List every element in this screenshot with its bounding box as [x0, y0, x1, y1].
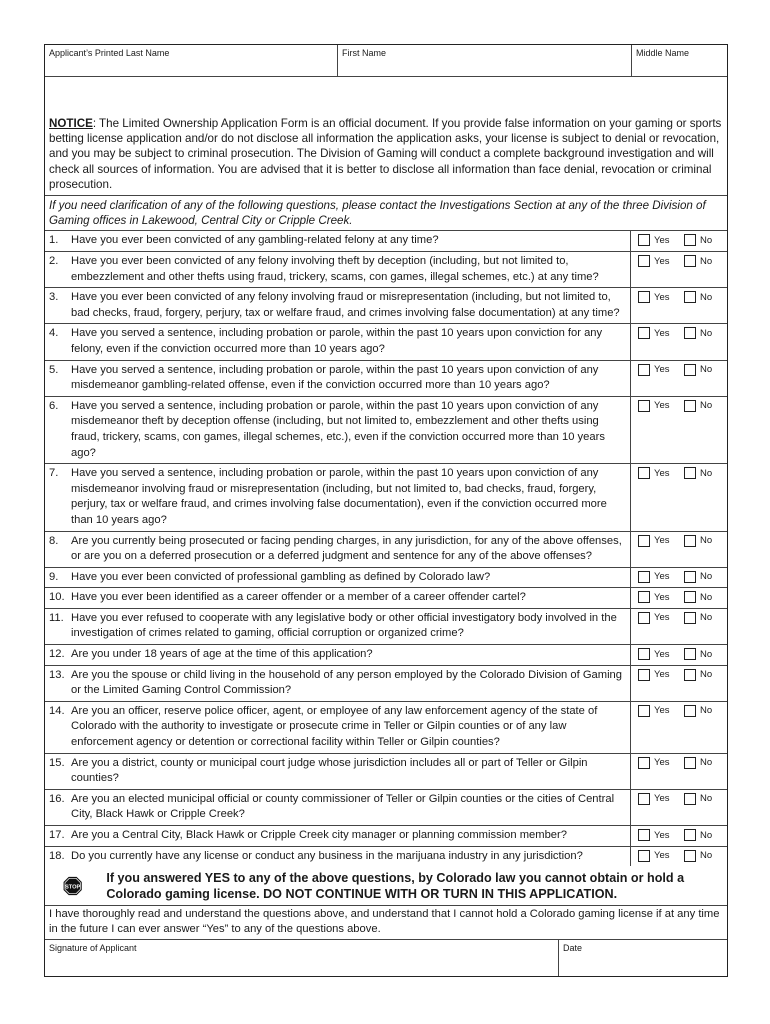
last-name-label: Applicant’s Printed Last Name — [49, 48, 170, 58]
no-label: No — [700, 591, 713, 603]
no-option[interactable] — [684, 850, 712, 862]
yes-option[interactable] — [638, 291, 684, 303]
yes-checkbox[interactable] — [638, 467, 650, 479]
no-checkbox[interactable] — [684, 364, 696, 376]
yes-checkbox[interactable] — [638, 705, 650, 717]
yes-checkbox[interactable] — [638, 850, 650, 862]
no-checkbox[interactable] — [684, 234, 696, 246]
question-text: Have you served a sentence, including probation or parole, within the past 10 years upon conviction of any misdemeanor involving fraud or misrepresentation (including, but not limited to, bad checks, fraud, forgery, perjury, tax or welfare fraud, and crimes involving false documentation), even if the conviction occurred more than 10 years ago? — [71, 467, 607, 526]
question-number: 18. — [49, 849, 65, 862]
no-label: No — [700, 829, 713, 841]
yes-label: Yes — [654, 793, 670, 805]
no-label: No — [700, 291, 713, 303]
stop-sign-label: STOP — [64, 883, 81, 890]
question-text: Are you currently being prosecuted or facing pending charges, in any jurisdiction, for any of the above offenses, or are you on a deferred prosecution or a deferred judgment and sentence for any of the above offenses? — [71, 534, 622, 563]
no-checkbox[interactable] — [684, 648, 696, 660]
yes-checkbox[interactable] — [638, 612, 650, 624]
answer-cell — [631, 532, 727, 567]
question-row — [45, 464, 727, 531]
question-number: 15. — [49, 756, 65, 769]
question-text: Have you ever refused to cooperate with any legislative body or other official investigatory body involved in the investigation of crimes related to gaming, official corruption or organized crime? — [71, 611, 617, 640]
question-row — [45, 588, 727, 609]
no-label: No — [700, 648, 713, 660]
question-text: Are you an officer, reserve police officer, agent, or employee of any law enforcement agency of the state of Colorado with the authority to investigate or prosecute crime in Teller or Gilpin counties or of any law enforcement agency or detention or correctional facility within Teller or Gilpin counties? — [71, 704, 598, 749]
answer-cell — [631, 702, 727, 753]
yes-checkbox[interactable] — [638, 535, 650, 547]
question-row — [45, 361, 727, 397]
question-text-cell — [45, 324, 631, 359]
question-number: 2. — [49, 255, 59, 268]
answer-cell — [631, 847, 727, 867]
yes-option[interactable] — [638, 535, 684, 547]
no-label: No — [700, 571, 713, 583]
question-row — [45, 609, 727, 645]
answer-cell — [631, 464, 727, 530]
yes-checkbox[interactable] — [638, 591, 650, 603]
yes-checkbox[interactable] — [638, 757, 650, 769]
question-row — [45, 568, 727, 589]
question-number: 10. — [49, 591, 65, 604]
application-form — [44, 44, 728, 977]
question-number: 3. — [49, 291, 59, 304]
first-name-field[interactable] — [338, 45, 632, 76]
answer-cell — [631, 568, 727, 588]
question-number: 6. — [49, 399, 59, 412]
question-text-cell — [45, 645, 631, 665]
no-checkbox[interactable] — [684, 291, 696, 303]
stop-message: If you answered YES to any of the above questions, by Colorado law you cannot obtain or hold a Colorado gaming license. DO NOT CONTINUE WITH OR TURN IN THIS APPLICATION. — [106, 870, 685, 901]
no-checkbox[interactable] — [684, 612, 696, 624]
no-option[interactable] — [684, 327, 712, 339]
no-label: No — [700, 535, 713, 547]
question-text-cell — [45, 702, 631, 753]
question-number: 13. — [49, 668, 65, 681]
no-label: No — [700, 467, 713, 479]
question-text-cell — [45, 532, 631, 567]
yes-option[interactable] — [638, 612, 684, 624]
yes-checkbox[interactable] — [638, 829, 650, 841]
signature-row — [45, 940, 727, 976]
no-checkbox[interactable] — [684, 327, 696, 339]
no-label: No — [700, 850, 713, 862]
middle-name-label: Middle Name — [636, 48, 690, 58]
no-label: No — [700, 793, 713, 805]
signature-field[interactable] — [45, 940, 559, 976]
question-text-cell — [45, 397, 631, 463]
no-option[interactable] — [684, 291, 712, 303]
yes-label: Yes — [654, 648, 670, 660]
question-number: 14. — [49, 704, 65, 717]
question-number: 5. — [49, 363, 59, 376]
no-label: No — [700, 705, 713, 717]
answer-cell — [631, 790, 727, 825]
yes-label: Yes — [654, 327, 670, 339]
question-text-cell — [45, 231, 631, 251]
answer-cell — [631, 324, 727, 359]
question-row — [45, 702, 727, 754]
question-text-cell — [45, 288, 631, 323]
no-option[interactable] — [684, 255, 712, 267]
no-option[interactable] — [684, 669, 712, 681]
no-label: No — [700, 255, 713, 267]
question-number: 4. — [49, 327, 59, 340]
yes-option[interactable] — [638, 648, 684, 660]
question-number: 9. — [49, 570, 59, 583]
yes-label: Yes — [654, 757, 670, 769]
no-label: No — [700, 757, 713, 769]
no-checkbox[interactable] — [684, 591, 696, 603]
stop-warning — [45, 866, 727, 906]
yes-label: Yes — [654, 612, 670, 624]
yes-label: Yes — [654, 364, 670, 376]
question-number: 16. — [49, 792, 65, 805]
answer-cell — [631, 588, 727, 608]
question-number: 7. — [49, 467, 59, 480]
yes-option[interactable] — [638, 757, 684, 769]
question-row — [45, 397, 727, 464]
question-text: Are you a Central City, Black Hawk or Cripple Creek city manager or planning commission member? — [71, 829, 567, 842]
question-text: Are you under 18 years of age at the time of this application? — [71, 648, 373, 661]
no-checkbox[interactable] — [684, 669, 696, 681]
yes-option[interactable] — [638, 591, 684, 603]
question-text: Have you served a sentence, including probation or parole, within the past 10 years upon conviction of any misdemeanor gambling-related offense, even if the conviction occurred more than 10 years ago? — [71, 363, 599, 392]
no-checkbox[interactable] — [684, 571, 696, 583]
no-label: No — [700, 327, 713, 339]
yes-label: Yes — [654, 291, 670, 303]
question-text-cell — [45, 666, 631, 701]
yes-option[interactable] — [638, 364, 684, 376]
middle-name-field[interactable] — [632, 45, 727, 76]
yes-option[interactable] — [638, 255, 684, 267]
no-checkbox[interactable] — [684, 850, 696, 862]
yes-option[interactable] — [638, 829, 684, 841]
no-option[interactable] — [684, 705, 712, 717]
no-checkbox[interactable] — [684, 400, 696, 412]
yes-option[interactable] — [638, 234, 684, 246]
no-checkbox[interactable] — [684, 467, 696, 479]
yes-label: Yes — [654, 535, 670, 547]
no-label: No — [700, 400, 713, 412]
yes-label: Yes — [654, 705, 670, 717]
no-checkbox[interactable] — [684, 829, 696, 841]
yes-checkbox[interactable] — [638, 327, 650, 339]
yes-checkbox[interactable] — [638, 669, 650, 681]
answer-cell — [631, 754, 727, 789]
no-option[interactable] — [684, 467, 712, 479]
question-text: Have you ever been convicted of professional gambling as defined by Colorado law? — [71, 570, 491, 583]
no-option[interactable] — [684, 648, 712, 660]
last-name-field[interactable] — [45, 45, 338, 76]
yes-option[interactable] — [638, 793, 684, 805]
no-option[interactable] — [684, 364, 712, 376]
question-row — [45, 231, 727, 252]
question-number: 17. — [49, 829, 65, 842]
question-row — [45, 645, 727, 666]
yes-checkbox[interactable] — [638, 571, 650, 583]
questions-list — [45, 231, 727, 866]
yes-checkbox[interactable] — [638, 291, 650, 303]
acknowledgment-text: I have thoroughly read and understand the questions above, and understand that I cannot hold a Colorado gaming license if at any time in the future I can ever answer “Yes” to any of the questions above. — [45, 906, 727, 940]
name-row — [45, 45, 727, 77]
question-text-cell — [45, 754, 631, 789]
answer-cell — [631, 609, 727, 644]
question-text-cell — [45, 464, 631, 530]
no-label: No — [700, 612, 713, 624]
yes-label: Yes — [654, 467, 670, 479]
no-checkbox[interactable] — [684, 705, 696, 717]
question-number: 11. — [49, 611, 64, 624]
no-option[interactable] — [684, 234, 712, 246]
stop-sign-icon — [63, 869, 82, 903]
date-field[interactable] — [559, 940, 727, 976]
question-number: 8. — [49, 534, 59, 547]
yes-checkbox[interactable] — [638, 234, 650, 246]
notice-label: NOTICE — [49, 117, 93, 130]
yes-label: Yes — [654, 850, 670, 862]
no-checkbox[interactable] — [684, 535, 696, 547]
yes-option[interactable] — [638, 467, 684, 479]
question-text-cell — [45, 588, 631, 608]
yes-label: Yes — [654, 571, 670, 583]
clarification-text: If you need clarification of any of the following questions, please contact the Investigations Section at any of the three Division of Gaming offices in Lakewood, Central City or Cripple Creek. — [45, 196, 727, 231]
question-text-cell — [45, 790, 631, 825]
question-number: 12. — [49, 648, 65, 661]
question-text: Are you the spouse or child living in the household of any person employed by the Colorado Division of Gaming or the Limited Gaming Control Commission? — [71, 668, 622, 697]
question-text-cell — [45, 847, 631, 867]
question-text: Are you an elected municipal official or county commissioner of Teller or Gilpin counties or the cities of Central City, Black Hawk or Cripple Creek? — [71, 792, 615, 821]
date-label: Date — [563, 943, 583, 954]
no-option[interactable] — [684, 591, 712, 603]
no-checkbox[interactable] — [684, 255, 696, 267]
no-label: No — [700, 669, 713, 681]
first-name-label: First Name — [342, 48, 387, 58]
question-row — [45, 847, 727, 867]
yes-checkbox[interactable] — [638, 255, 650, 267]
no-label: No — [700, 234, 713, 246]
question-text: Have you ever been convicted of any felony involving fraud or misrepresentation (including, but not limited to, bad checks, fraud, forgery, perjury, tax or welfare fraud, and crimes involving false documentation) at any time? — [71, 291, 620, 319]
yes-option[interactable] — [638, 850, 684, 862]
answer-cell — [631, 645, 727, 665]
notice-paragraph — [45, 77, 727, 196]
yes-label: Yes — [654, 829, 670, 841]
question-text-cell — [45, 361, 631, 396]
yes-checkbox[interactable] — [638, 364, 650, 376]
yes-option[interactable] — [638, 571, 684, 583]
question-text: Have you ever been identified as a career offender or a member of a career offender cartel? — [71, 591, 526, 604]
yes-option[interactable] — [638, 327, 684, 339]
answer-cell — [631, 666, 727, 701]
question-row — [45, 324, 727, 360]
answer-cell — [631, 252, 727, 287]
question-text: Have you served a sentence, including probation or parole, within the past 10 years upon conviction of any misdemeanor theft by deception offense (including, but not limited to, embezzlement and other thefts using fraud, trickery, scams, con games, illegal schemes, etc.), even if the conviction occurred more than 10 years ago? — [71, 399, 605, 459]
question-text-cell — [45, 609, 631, 644]
yes-checkbox[interactable] — [638, 400, 650, 412]
yes-label: Yes — [654, 669, 670, 681]
question-text: Have you ever been convicted of any felony involving theft by deception (including, but not limited to, embezzlement and other thefts using fraud, trickery, scams, con games, illegal schemes, etc.) at any time? — [71, 255, 599, 283]
answer-cell — [631, 361, 727, 396]
question-text-cell — [45, 568, 631, 588]
signature-label: Signature of Applicant — [49, 943, 137, 954]
yes-label: Yes — [654, 234, 670, 246]
yes-checkbox[interactable] — [638, 648, 650, 660]
yes-option[interactable] — [638, 705, 684, 717]
yes-option[interactable] — [638, 400, 684, 412]
question-text-cell — [45, 826, 631, 846]
question-text: Have you served a sentence, including probation or parole, within the past 10 years upon conviction for any felony, even if the conviction occurred more than 10 years ago? — [71, 327, 603, 355]
answer-cell — [631, 826, 727, 846]
yes-checkbox[interactable] — [638, 793, 650, 805]
yes-label: Yes — [654, 591, 670, 603]
answer-cell — [631, 397, 727, 463]
no-option[interactable] — [684, 793, 712, 805]
no-label: No — [700, 364, 713, 376]
notice-text: : The Limited Ownership Application Form is an official document. If you provide false information on your gaming or sports betting license application and/or do not disclose all information the application asks, your license is subject to denial or revocation, and you may be subject to criminal prosecution. The Division of Gaming will conduct a complete background investigation and will check all sources of information. You are advised that it is better to disclose all information than face denial, revocation or criminal prosecution. — [49, 117, 722, 191]
no-option[interactable] — [684, 829, 712, 841]
question-text-cell — [45, 252, 631, 287]
no-checkbox[interactable] — [684, 757, 696, 769]
question-row — [45, 666, 727, 702]
answer-cell — [631, 288, 727, 323]
no-option[interactable] — [684, 571, 712, 583]
yes-label: Yes — [654, 400, 670, 412]
no-option[interactable] — [684, 535, 712, 547]
answer-cell — [631, 231, 727, 251]
yes-label: Yes — [654, 255, 670, 267]
no-option[interactable] — [684, 612, 712, 624]
no-option[interactable] — [684, 757, 712, 769]
no-option[interactable] — [684, 400, 712, 412]
question-row — [45, 790, 727, 826]
question-row — [45, 288, 727, 324]
question-row — [45, 532, 727, 568]
question-text: Have you ever been convicted of any gambling-related felony at any time? — [71, 234, 439, 247]
question-number: 1. — [49, 234, 59, 247]
yes-option[interactable] — [638, 669, 684, 681]
no-checkbox[interactable] — [684, 793, 696, 805]
question-row — [45, 754, 727, 790]
question-row — [45, 826, 727, 847]
question-text: Do you currently have any license or conduct any business in the marijuana industry in any jurisdiction? — [71, 849, 583, 862]
question-row — [45, 252, 727, 288]
question-text: Are you a district, county or municipal court judge whose jurisdiction includes all or part of Teller or Gilpin counties? — [71, 756, 588, 785]
